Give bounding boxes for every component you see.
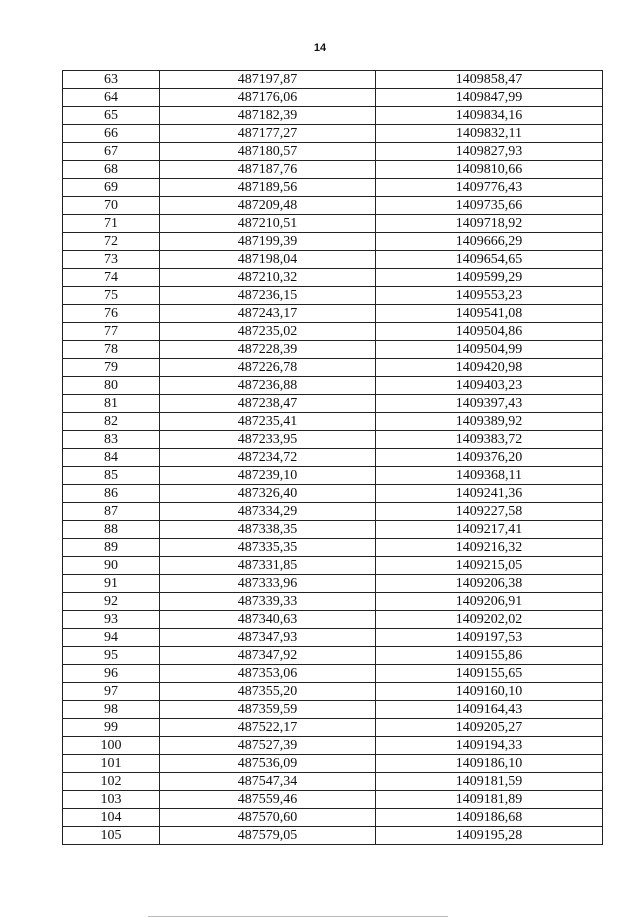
y-coordinate-cell: 1409504,99 bbox=[376, 341, 603, 359]
y-coordinate-cell: 1409383,72 bbox=[376, 431, 603, 449]
table-row bbox=[63, 773, 603, 791]
point-number-cell: 76 bbox=[63, 305, 160, 323]
x-coordinate-cell: 487338,35 bbox=[160, 521, 376, 539]
x-coordinate-cell: 487547,34 bbox=[160, 773, 376, 791]
y-coordinate-cell: 1409186,68 bbox=[376, 809, 603, 827]
table-row bbox=[63, 89, 603, 107]
point-number-cell: 81 bbox=[63, 395, 160, 413]
table-row bbox=[63, 629, 603, 647]
point-number-cell: 82 bbox=[63, 413, 160, 431]
x-coordinate-cell: 487210,32 bbox=[160, 269, 376, 287]
y-coordinate-cell: 1409403,23 bbox=[376, 377, 603, 395]
x-coordinate-cell: 487359,59 bbox=[160, 701, 376, 719]
point-number-cell: 103 bbox=[63, 791, 160, 809]
table-row bbox=[63, 107, 603, 125]
table-row bbox=[63, 467, 603, 485]
y-coordinate-cell: 1409164,43 bbox=[376, 701, 603, 719]
x-coordinate-cell: 487339,33 bbox=[160, 593, 376, 611]
point-number-cell: 65 bbox=[63, 107, 160, 125]
point-number-cell: 67 bbox=[63, 143, 160, 161]
x-coordinate-cell: 487353,06 bbox=[160, 665, 376, 683]
table-row bbox=[63, 413, 603, 431]
point-number-cell: 89 bbox=[63, 539, 160, 557]
x-coordinate-cell: 487198,04 bbox=[160, 251, 376, 269]
point-number-cell: 98 bbox=[63, 701, 160, 719]
x-coordinate-cell: 487243,17 bbox=[160, 305, 376, 323]
x-coordinate-cell: 487340,63 bbox=[160, 611, 376, 629]
y-coordinate-cell: 1409810,66 bbox=[376, 161, 603, 179]
point-number-cell: 99 bbox=[63, 719, 160, 737]
point-number-cell: 102 bbox=[63, 773, 160, 791]
y-coordinate-cell: 1409368,11 bbox=[376, 467, 603, 485]
table-row bbox=[63, 125, 603, 143]
x-coordinate-cell: 487331,85 bbox=[160, 557, 376, 575]
y-coordinate-cell: 1409194,33 bbox=[376, 737, 603, 755]
table-row bbox=[63, 143, 603, 161]
table-row bbox=[63, 197, 603, 215]
x-coordinate-cell: 487199,39 bbox=[160, 233, 376, 251]
point-number-cell: 69 bbox=[63, 179, 160, 197]
point-number-cell: 74 bbox=[63, 269, 160, 287]
x-coordinate-cell: 487234,72 bbox=[160, 449, 376, 467]
x-coordinate-cell: 487180,57 bbox=[160, 143, 376, 161]
y-coordinate-cell: 1409155,86 bbox=[376, 647, 603, 665]
table-row bbox=[63, 737, 603, 755]
table-row bbox=[63, 215, 603, 233]
x-coordinate-cell: 487235,41 bbox=[160, 413, 376, 431]
table-row bbox=[63, 701, 603, 719]
x-coordinate-cell: 487236,88 bbox=[160, 377, 376, 395]
point-number-cell: 75 bbox=[63, 287, 160, 305]
point-number-cell: 104 bbox=[63, 809, 160, 827]
x-coordinate-cell: 487233,95 bbox=[160, 431, 376, 449]
y-coordinate-cell: 1409202,02 bbox=[376, 611, 603, 629]
table-row bbox=[63, 521, 603, 539]
x-coordinate-cell: 487239,10 bbox=[160, 467, 376, 485]
x-coordinate-cell: 487235,02 bbox=[160, 323, 376, 341]
point-number-cell: 77 bbox=[63, 323, 160, 341]
y-coordinate-cell: 1409181,89 bbox=[376, 791, 603, 809]
x-coordinate-cell: 487182,39 bbox=[160, 107, 376, 125]
point-number-cell: 64 bbox=[63, 89, 160, 107]
point-number-cell: 72 bbox=[63, 233, 160, 251]
point-number-cell: 86 bbox=[63, 485, 160, 503]
y-coordinate-cell: 1409397,43 bbox=[376, 395, 603, 413]
table-row bbox=[63, 665, 603, 683]
table-row bbox=[63, 323, 603, 341]
page-bottom-edge bbox=[148, 916, 448, 917]
y-coordinate-cell: 1409181,59 bbox=[376, 773, 603, 791]
x-coordinate-cell: 487536,09 bbox=[160, 755, 376, 773]
y-coordinate-cell: 1409155,65 bbox=[376, 665, 603, 683]
x-coordinate-cell: 487176,06 bbox=[160, 89, 376, 107]
point-number-cell: 79 bbox=[63, 359, 160, 377]
x-coordinate-cell: 487579,05 bbox=[160, 827, 376, 845]
point-number-cell: 83 bbox=[63, 431, 160, 449]
y-coordinate-cell: 1409217,41 bbox=[376, 521, 603, 539]
y-coordinate-cell: 1409541,08 bbox=[376, 305, 603, 323]
y-coordinate-cell: 1409553,23 bbox=[376, 287, 603, 305]
table-row bbox=[63, 593, 603, 611]
table-row bbox=[63, 557, 603, 575]
y-coordinate-cell: 1409206,91 bbox=[376, 593, 603, 611]
point-number-cell: 101 bbox=[63, 755, 160, 773]
x-coordinate-cell: 487226,78 bbox=[160, 359, 376, 377]
y-coordinate-cell: 1409241,36 bbox=[376, 485, 603, 503]
y-coordinate-cell: 1409215,05 bbox=[376, 557, 603, 575]
y-coordinate-cell: 1409858,47 bbox=[376, 71, 603, 89]
y-coordinate-cell: 1409420,98 bbox=[376, 359, 603, 377]
y-coordinate-cell: 1409186,10 bbox=[376, 755, 603, 773]
x-coordinate-cell: 487334,29 bbox=[160, 503, 376, 521]
y-coordinate-cell: 1409389,92 bbox=[376, 413, 603, 431]
table-row bbox=[63, 431, 603, 449]
coordinates-table-body bbox=[63, 71, 603, 845]
table-row bbox=[63, 827, 603, 845]
table-row bbox=[63, 611, 603, 629]
point-number-cell: 78 bbox=[63, 341, 160, 359]
point-number-cell: 97 bbox=[63, 683, 160, 701]
point-number-cell: 90 bbox=[63, 557, 160, 575]
table-row bbox=[63, 485, 603, 503]
x-coordinate-cell: 487236,15 bbox=[160, 287, 376, 305]
x-coordinate-cell: 487522,17 bbox=[160, 719, 376, 737]
y-coordinate-cell: 1409827,93 bbox=[376, 143, 603, 161]
y-coordinate-cell: 1409832,11 bbox=[376, 125, 603, 143]
table-row bbox=[63, 287, 603, 305]
x-coordinate-cell: 487209,48 bbox=[160, 197, 376, 215]
table-row bbox=[63, 683, 603, 701]
point-number-cell: 63 bbox=[63, 71, 160, 89]
table-row bbox=[63, 719, 603, 737]
table-row bbox=[63, 71, 603, 89]
x-coordinate-cell: 487570,60 bbox=[160, 809, 376, 827]
point-number-cell: 71 bbox=[63, 215, 160, 233]
point-number-cell: 88 bbox=[63, 521, 160, 539]
x-coordinate-cell: 487333,96 bbox=[160, 575, 376, 593]
point-number-cell: 95 bbox=[63, 647, 160, 665]
y-coordinate-cell: 1409666,29 bbox=[376, 233, 603, 251]
x-coordinate-cell: 487527,39 bbox=[160, 737, 376, 755]
table-row bbox=[63, 575, 603, 593]
x-coordinate-cell: 487559,46 bbox=[160, 791, 376, 809]
table-row bbox=[63, 341, 603, 359]
point-number-cell: 93 bbox=[63, 611, 160, 629]
y-coordinate-cell: 1409776,43 bbox=[376, 179, 603, 197]
y-coordinate-cell: 1409160,10 bbox=[376, 683, 603, 701]
y-coordinate-cell: 1409216,32 bbox=[376, 539, 603, 557]
point-number-cell: 70 bbox=[63, 197, 160, 215]
y-coordinate-cell: 1409834,16 bbox=[376, 107, 603, 125]
point-number-cell: 68 bbox=[63, 161, 160, 179]
point-number-cell: 85 bbox=[63, 467, 160, 485]
x-coordinate-cell: 487355,20 bbox=[160, 683, 376, 701]
page-number: 14 bbox=[313, 42, 327, 54]
y-coordinate-cell: 1409376,20 bbox=[376, 449, 603, 467]
table-row bbox=[63, 359, 603, 377]
y-coordinate-cell: 1409735,66 bbox=[376, 197, 603, 215]
y-coordinate-cell: 1409718,92 bbox=[376, 215, 603, 233]
y-coordinate-cell: 1409599,29 bbox=[376, 269, 603, 287]
x-coordinate-cell: 487326,40 bbox=[160, 485, 376, 503]
y-coordinate-cell: 1409504,86 bbox=[376, 323, 603, 341]
point-number-cell: 84 bbox=[63, 449, 160, 467]
x-coordinate-cell: 487189,56 bbox=[160, 179, 376, 197]
y-coordinate-cell: 1409197,53 bbox=[376, 629, 603, 647]
point-number-cell: 96 bbox=[63, 665, 160, 683]
point-number-cell: 105 bbox=[63, 827, 160, 845]
point-number-cell: 91 bbox=[63, 575, 160, 593]
table-row bbox=[63, 305, 603, 323]
coordinates-table bbox=[62, 70, 603, 845]
table-row bbox=[63, 755, 603, 773]
table-row bbox=[63, 791, 603, 809]
table-row bbox=[63, 251, 603, 269]
table-row bbox=[63, 539, 603, 557]
point-number-cell: 94 bbox=[63, 629, 160, 647]
x-coordinate-cell: 487335,35 bbox=[160, 539, 376, 557]
y-coordinate-cell: 1409847,99 bbox=[376, 89, 603, 107]
point-number-cell: 87 bbox=[63, 503, 160, 521]
table-row bbox=[63, 503, 603, 521]
x-coordinate-cell: 487238,47 bbox=[160, 395, 376, 413]
table-row bbox=[63, 179, 603, 197]
point-number-cell: 80 bbox=[63, 377, 160, 395]
y-coordinate-cell: 1409195,28 bbox=[376, 827, 603, 845]
point-number-cell: 92 bbox=[63, 593, 160, 611]
x-coordinate-cell: 487347,93 bbox=[160, 629, 376, 647]
y-coordinate-cell: 1409654,65 bbox=[376, 251, 603, 269]
table-row bbox=[63, 809, 603, 827]
point-number-cell: 73 bbox=[63, 251, 160, 269]
y-coordinate-cell: 1409206,38 bbox=[376, 575, 603, 593]
x-coordinate-cell: 487347,92 bbox=[160, 647, 376, 665]
y-coordinate-cell: 1409227,58 bbox=[376, 503, 603, 521]
x-coordinate-cell: 487197,87 bbox=[160, 71, 376, 89]
table-row bbox=[63, 269, 603, 287]
table-row bbox=[63, 161, 603, 179]
point-number-cell: 100 bbox=[63, 737, 160, 755]
point-number-cell: 66 bbox=[63, 125, 160, 143]
x-coordinate-cell: 487177,27 bbox=[160, 125, 376, 143]
y-coordinate-cell: 1409205,27 bbox=[376, 719, 603, 737]
table-row bbox=[63, 647, 603, 665]
x-coordinate-cell: 487210,51 bbox=[160, 215, 376, 233]
table-row bbox=[63, 233, 603, 251]
table-row bbox=[63, 377, 603, 395]
table-row bbox=[63, 449, 603, 467]
x-coordinate-cell: 487228,39 bbox=[160, 341, 376, 359]
table-row bbox=[63, 395, 603, 413]
x-coordinate-cell: 487187,76 bbox=[160, 161, 376, 179]
